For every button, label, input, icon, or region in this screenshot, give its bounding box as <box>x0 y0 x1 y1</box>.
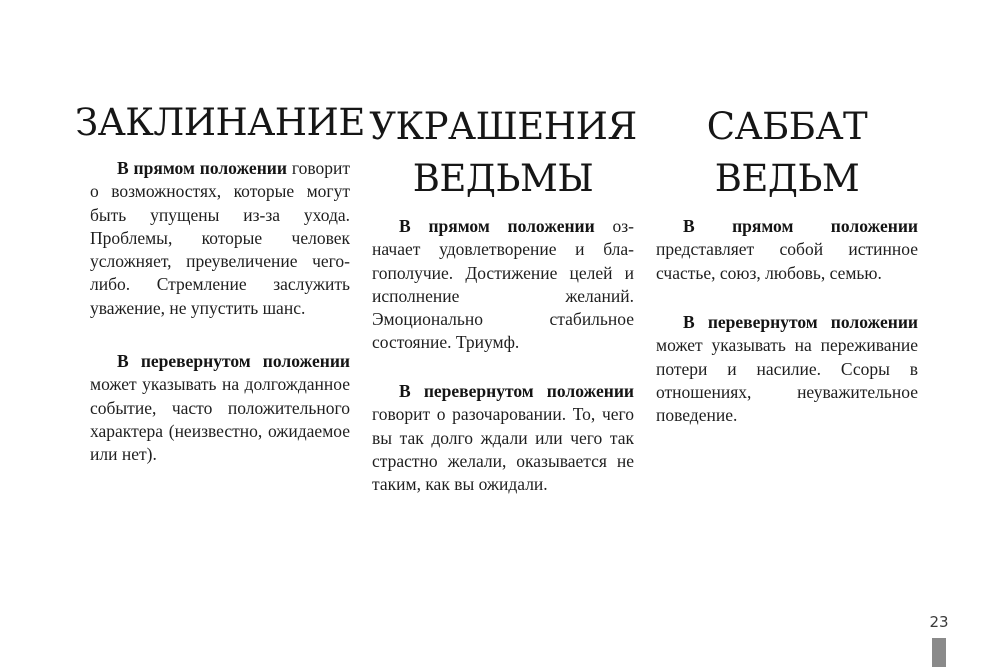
card-title-line: УКРАШЕНИЯ <box>369 104 637 148</box>
upright-text: означает удовлетворение и благополучие. Достижение целей и исполнение желаний. Эмоционально стабильное состояние. Триумф. <box>372 216 634 353</box>
reversed-paragraph <box>372 380 634 496</box>
reversed-label: В перевернутом положении <box>683 312 918 332</box>
upright-text: говорит о возможностях, которые могут быть упущены из-за ухода. Проблемы, которые человек усложняет, преувеличение чего-либо. Стремление заслужить уважение, не упустить шанс. <box>90 158 350 318</box>
card-title-line: ВЕДЬМЫ <box>412 156 594 200</box>
reversed-label: В перевернутом положении <box>399 381 634 401</box>
upright-label: В прямом положении <box>683 216 918 236</box>
card-title <box>636 101 938 205</box>
reversed-text: говорит о разочаровании. То, чего вы так долго ждали или чего так страстно желали, оказывается не таким, как вы ожидали. <box>372 404 634 495</box>
card-title-line: САББАТ <box>706 104 868 148</box>
reversed-label: В перевернутом положении <box>117 351 350 371</box>
page-edge-tab <box>932 638 946 667</box>
upright-paragraph <box>372 215 634 355</box>
card-title <box>352 101 654 205</box>
card-title-line: ЗАКЛИНАНИЕ <box>75 100 365 144</box>
upright-paragraph <box>656 215 918 285</box>
upright-label: В прямом положении <box>399 216 595 236</box>
upright-label: В прямом положении <box>117 158 287 178</box>
reversed-paragraph <box>90 350 350 466</box>
upright-paragraph <box>90 157 350 320</box>
reversed-text: может указывать на долгожданное событие, часто положительного характера (неизвестно, ожидаемое или нет). <box>90 374 350 465</box>
page-number: 23 <box>929 613 949 631</box>
card-title-line: ВЕДЬМ <box>714 156 860 200</box>
card-title <box>70 97 370 149</box>
upright-text: представляет собой истинное счастье, союз, любовь, семью. <box>656 239 918 283</box>
reversed-paragraph <box>656 311 918 427</box>
reversed-text: может указывать на переживание потери и насилие. Ссоры в отношениях, неуважительное поведение. <box>656 335 918 426</box>
